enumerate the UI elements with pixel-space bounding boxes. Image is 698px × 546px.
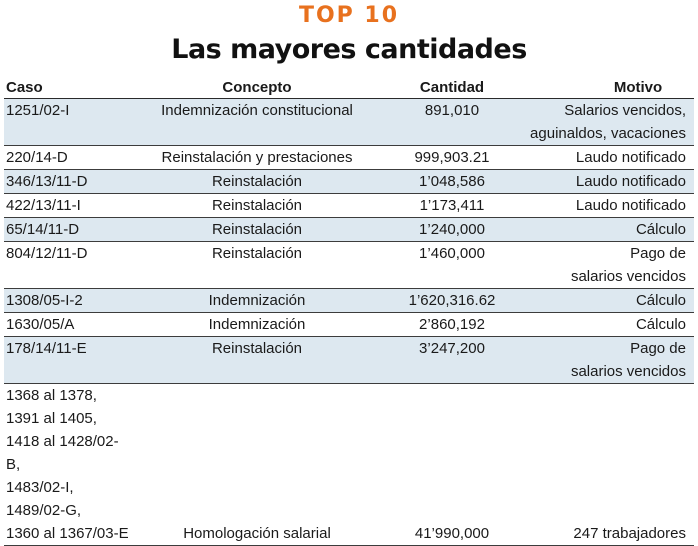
cell-cantidad: 41’990,000 [382,384,522,546]
cell-concepto: Indemnización [132,289,382,313]
cell-motivo [522,242,694,289]
motivo-line: salarios vencidos [570,363,686,380]
caso-line: 1418 al 1428/02-B, [6,433,119,473]
cell-motivo: 247 trabajadores [522,384,694,546]
table-row [4,170,694,194]
cell-motivo: Laudo notificado [522,194,694,218]
cell-cantidad: 1’048,586 [382,170,522,194]
cell-concepto: Reinstalación y prestaciones [132,146,382,170]
table-row [4,289,694,313]
cell-caso: 804/12/11-D [4,242,132,289]
cell-motivo: Laudo notificado [522,170,694,194]
cell-cantidad: 3’247,200 [382,337,522,384]
cell-motivo [522,99,694,146]
table-row [4,313,694,337]
caso-line: 1489/02-G, [6,502,82,519]
cell-cantidad: 999,903.21 [382,146,522,170]
column-header-concepto: Concepto [132,78,382,99]
cell-motivo: Cálculo [522,218,694,242]
caso-line: 1483/02-I, [6,479,74,496]
cell-concepto: Reinstalación [132,242,382,289]
cell-concepto: Indemnización [132,313,382,337]
caso-line: 1360 al 1367/03-E [6,525,129,542]
motivo-line: Pago de [630,245,686,262]
cell-concepto: Reinstalación [132,170,382,194]
cell-caso: 346/13/11-D [4,170,132,194]
caso-line: 1391 al 1405, [6,410,97,427]
table-row [4,218,694,242]
table-row [4,384,694,546]
page-title: Las mayores cantidades [171,34,527,65]
caso-line: 1368 al 1378, [6,387,97,404]
cell-motivo: Cálculo [522,313,694,337]
column-header-caso: Caso [4,78,132,99]
cell-caso [4,384,132,546]
motivo-line: aguinaldos, vacaciones [530,125,686,142]
cell-caso: 1251/02-I [4,99,132,146]
table-row [4,337,694,384]
cell-caso: 1308/05-I-2 [4,289,132,313]
motivo-line: salarios vencidos [570,268,686,285]
cell-cantidad: 1’620,316.62 [382,289,522,313]
cell-concepto: Reinstalación [132,218,382,242]
cell-cantidad: 1’460,000 [382,242,522,289]
cell-motivo [522,337,694,384]
cell-cantidad: 891,010 [382,99,522,146]
top-cases-table [4,78,694,546]
table-row [4,242,694,289]
table-row [4,194,694,218]
cell-cantidad: 2’860,192 [382,313,522,337]
cell-caso: 422/13/11-I [4,194,132,218]
cell-cantidad: 1’173,411 [382,194,522,218]
cell-caso: 178/14/11-E [4,337,132,384]
cell-concepto: Indemnización constitucional [132,99,382,146]
cell-caso: 220/14-D [4,146,132,170]
motivo-line: Pago de [630,340,686,357]
cell-cantidad: 1’240,000 [382,218,522,242]
cell-motivo: Laudo notificado [522,146,694,170]
cell-motivo: Cálculo [522,289,694,313]
cell-concepto: Homologación salarial [132,384,382,546]
column-header-motivo: Motivo [522,78,694,99]
cell-concepto: Reinstalación [132,194,382,218]
cell-concepto: Reinstalación [132,337,382,384]
motivo-line: Salarios vencidos, [564,102,686,119]
table-header-row [4,78,694,99]
cell-caso: 1630/05/A [4,313,132,337]
column-header-cantidad: Cantidad [382,78,522,99]
table-row [4,146,694,170]
cell-caso: 65/14/11-D [4,218,132,242]
top-10-kicker: TOP 10 [298,3,400,28]
table-row [4,99,694,146]
